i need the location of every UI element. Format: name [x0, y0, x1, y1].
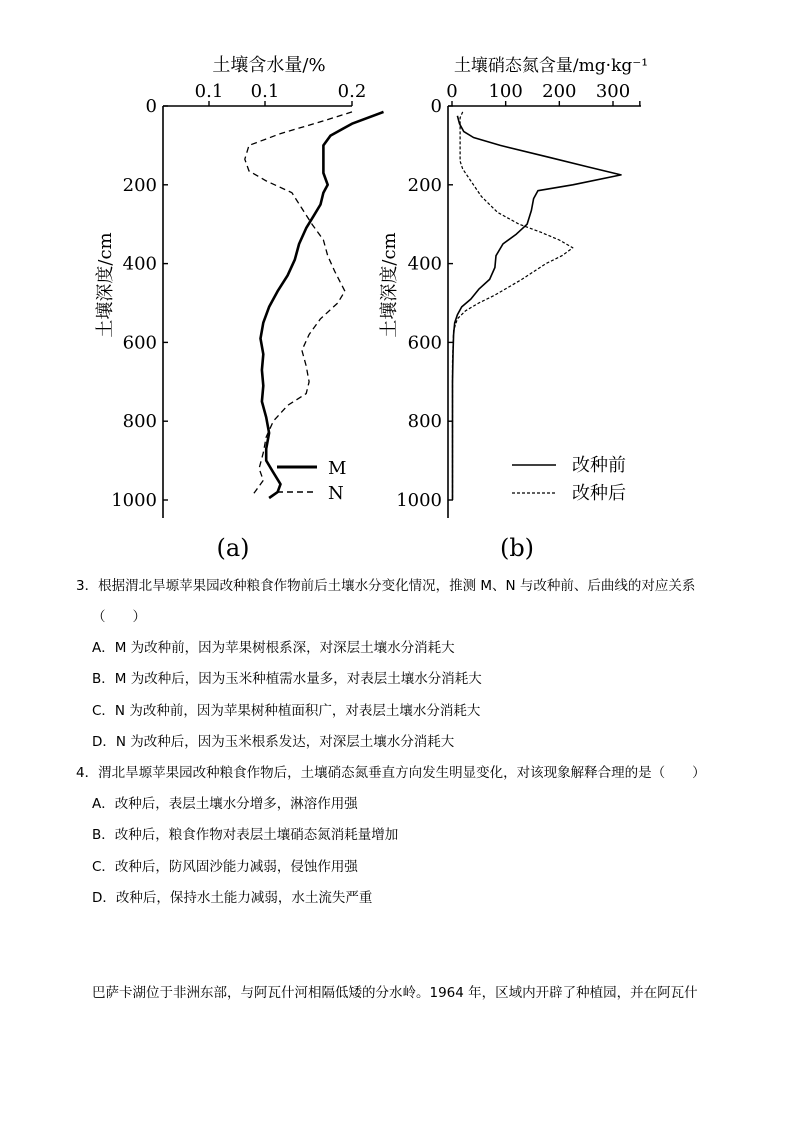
- chart-a-ylabel: 土壤深度/cm: [95, 232, 116, 338]
- question-3-paren: （ ）: [92, 609, 146, 625]
- chart-b-xlabel: 土壤硝态氮含量/mg·kg⁻¹: [453, 56, 649, 76]
- question-3-option-b: B．M 为改种后，因为玉米种植需水量多，对表层土壤水分消耗大: [92, 671, 482, 687]
- figure-soil-charts: [0, 0, 794, 560]
- question-4-option-c: C．改种后，防风固沙能力减弱，侵蚀作用强: [92, 859, 358, 875]
- legend-label-M: M: [328, 458, 347, 479]
- chart-a-ytick-label-800: 800: [122, 411, 157, 433]
- passage-text: 巴萨卡湖位于非洲东部，与阿瓦什河相隔低矮的分水岭。1964 年，区域内开辟了种植园，并在阿瓦什: [92, 985, 698, 1001]
- chart-b-nitrate: [379, 56, 648, 560]
- chart-b-xtick-label-300: 300: [595, 81, 631, 102]
- question-4-option-b: B．改种后，粮食作物对表层土壤硝态氮消耗量增加: [92, 827, 399, 843]
- question-4-option-a: A．改种后，表层土壤水分增多，淋溶作用强: [92, 796, 358, 812]
- chart-b-legend: [512, 455, 626, 504]
- question-4-stem: 4．渭北旱塬苹果园改种粮食作物后，土壤硝态氮垂直方向发生明显变化，对该现象解释合理的是（ ）: [76, 765, 706, 781]
- chart-a-ytick-label-0: 0: [145, 96, 157, 117]
- question-3-option-d: D．N 为改种后，因为玉米根系发达，对深层土壤水分消耗大: [92, 734, 455, 750]
- chart-b-series-before: [453, 116, 622, 500]
- question-3-option-a: A．M 为改种前，因为苹果树根系深，对深层土壤水分消耗大: [92, 640, 455, 656]
- chart-b-series-after: [453, 112, 573, 500]
- chart-b-ytick-label-800: 800: [407, 411, 442, 433]
- chart-a-xtick-label-2: 0.2: [337, 81, 367, 102]
- chart-b-xtick-label-0: 0: [446, 81, 458, 102]
- chart-a-xtick-label-0: 0.1: [194, 81, 224, 102]
- chart-b-ytick-label-0: 0: [430, 96, 442, 117]
- legend-label-before: 改种前: [572, 455, 626, 476]
- chart-a-ytick-label-200: 200: [122, 174, 157, 196]
- chart-a-series-M: [261, 112, 384, 498]
- question-4-option-d: D．改种后，保持水土能力减弱，水土流失严重: [92, 890, 373, 906]
- legend-label-after: 改种后: [572, 483, 626, 504]
- chart-a-xlabel: 土壤含水量/%: [212, 55, 326, 76]
- chart-b-ytick-label-400: 400: [407, 253, 442, 275]
- chart-a-soil-moisture: [95, 55, 384, 560]
- chart-a-ytick-label-1000: 1000: [111, 490, 157, 511]
- chart-a-ytick-label-400: 400: [122, 253, 157, 275]
- chart-b-ylabel: 土壤深度/cm: [379, 232, 400, 338]
- question-3-option-c: C．N 为改种前，因为苹果树种植面积广，对表层土壤水分消耗大: [92, 703, 481, 719]
- chart-a-legend: [277, 458, 346, 504]
- chart-b-ytick-label-600: 600: [407, 332, 442, 354]
- chart-a-panel-label: (a): [216, 534, 250, 560]
- question-3-stem: 3．根据渭北旱塬苹果园改种粮食作物前后土壤水分变化情况，推测 M、N 与改种前、后曲线的对应关系: [76, 578, 696, 594]
- chart-b-panel-label: (b): [499, 534, 535, 560]
- chart-b-xtick-label-200: 200: [542, 81, 577, 102]
- legend-label-N: N: [328, 483, 344, 504]
- chart-b-ytick-label-1000: 1000: [396, 490, 442, 511]
- chart-b-ytick-label-200: 200: [407, 174, 442, 196]
- chart-a-series-N: [245, 112, 352, 496]
- chart-a-xtick-label-1: 0.1: [250, 81, 280, 102]
- chart-b-xtick-label-100: 100: [488, 81, 523, 102]
- chart-a-ytick-label-600: 600: [122, 332, 157, 354]
